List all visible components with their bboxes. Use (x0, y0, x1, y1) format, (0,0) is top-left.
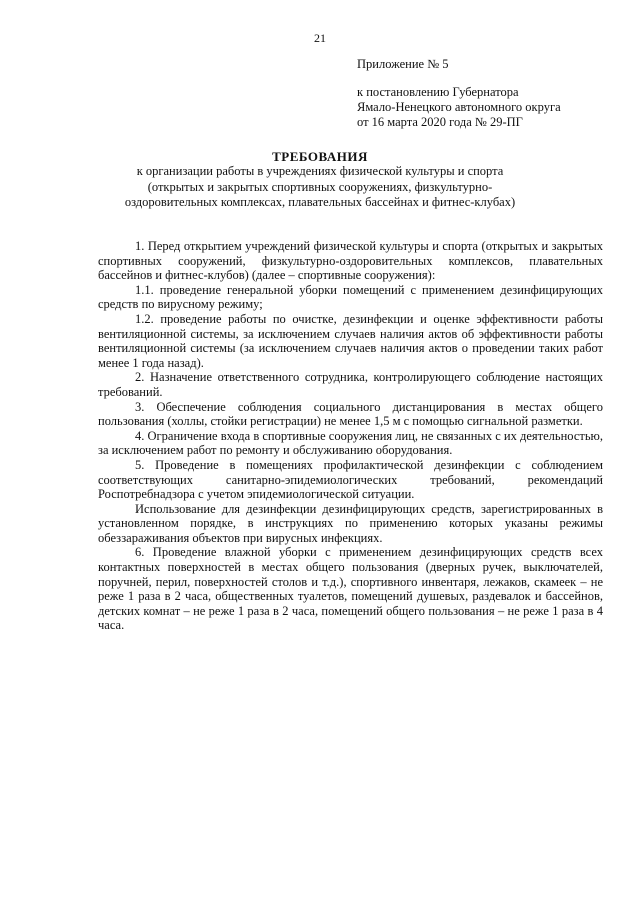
annex-block (357, 57, 561, 130)
annex-line: Ямало-Ненецкого автономного округа (357, 100, 561, 114)
document-subtitle-line: оздоровительных комплексах, плавательных бассейнах и фитнес-клубах) (124, 194, 516, 209)
document-subtitle-line: (открытых и закрытых спортивных сооружениях, физкультурно- (147, 179, 493, 194)
paragraph-item-3: 3. Обеспечение соблюдения социального дистанцирования в местах общего пользования (холлы, стойки регистрации) не менее 1,5 м с помощью сигнальной разметки. (98, 399, 603, 429)
annex-line: от 16 марта 2020 года № 29-ПГ (357, 115, 523, 129)
paragraph-disinfectants: Использование для дезинфекции дезинфицирующих средств, зарегистрированных в установленном порядке, в инструкциях по применению которых указаны режимы обеззараживания объектов при вирусных инфекциях. (98, 501, 603, 545)
page-number: 21 (314, 31, 326, 45)
paragraph-item-2: 2. Назначение ответственного сотрудника, контролирующего соблюдение настоящих требований. (98, 370, 603, 399)
document-body (98, 239, 603, 633)
paragraph-item-1: 1. Перед открытием учреждений физической культуры и спорта (открытых и закрытых спортивных сооружений, физкультурно-оздоровительных комплексов, плавательных бассейнов и фитнес-клубов) (далее – спортивные сооружения): (98, 239, 603, 283)
paragraph-item-6: 6. Проведение влажной уборки с применением дезинфицирующих средств всех контактных поверхностей в местах общего пользования (дверных ручек, выключателей, поручней, перил, поверхностей столов и т.д.), спортивного инвентаря, лежаков, скамеек – не реже 1 раза в 2 часа, общественных туалетов, помещений душевых, раздевалок и бассейнов, детских комнат – не реже 1 раза в 2 часа, помещений общего пользования – не реже 1 раза в 4 часа. (98, 545, 603, 633)
annex-line: к постановлению Губернатора (357, 85, 519, 99)
document-title: ТРЕБОВАНИЯ (272, 149, 368, 164)
paragraph-item-4: 4. Ограничение входа в спортивные сооружения лиц, не связанных с их деятельностью, за исключением работ по ремонту и обслуживанию оборудования. (98, 428, 603, 458)
paragraph-item-1-1: 1.1. проведение генеральной уборки помещений с применением дезинфицирующих средств по вирусному режиму; (98, 282, 603, 312)
document-heading (60, 149, 580, 210)
annex-title: Приложение № 5 (357, 57, 449, 71)
paragraph-item-5: 5. Проведение в помещениях профилактической дезинфекции с соблюдением соответствующих санитарно-эпидемиологических требований, рекомендаций Роспотребнадзора с учетом эпидемиологической ситуации. (98, 457, 603, 502)
document-subtitle-line: к организации работы в учреждениях физической культуры и спорта (136, 164, 504, 179)
paragraph-item-1-2: 1.2. проведение работы по очистке, дезинфекции и оценке эффективности работы вентиляционной системы, за исключением случаев наличия актов об эффективности работы вентиляционной системы (за исключением случаев наличия актов о проведении таких работ менее 1 года назад). (98, 311, 603, 370)
